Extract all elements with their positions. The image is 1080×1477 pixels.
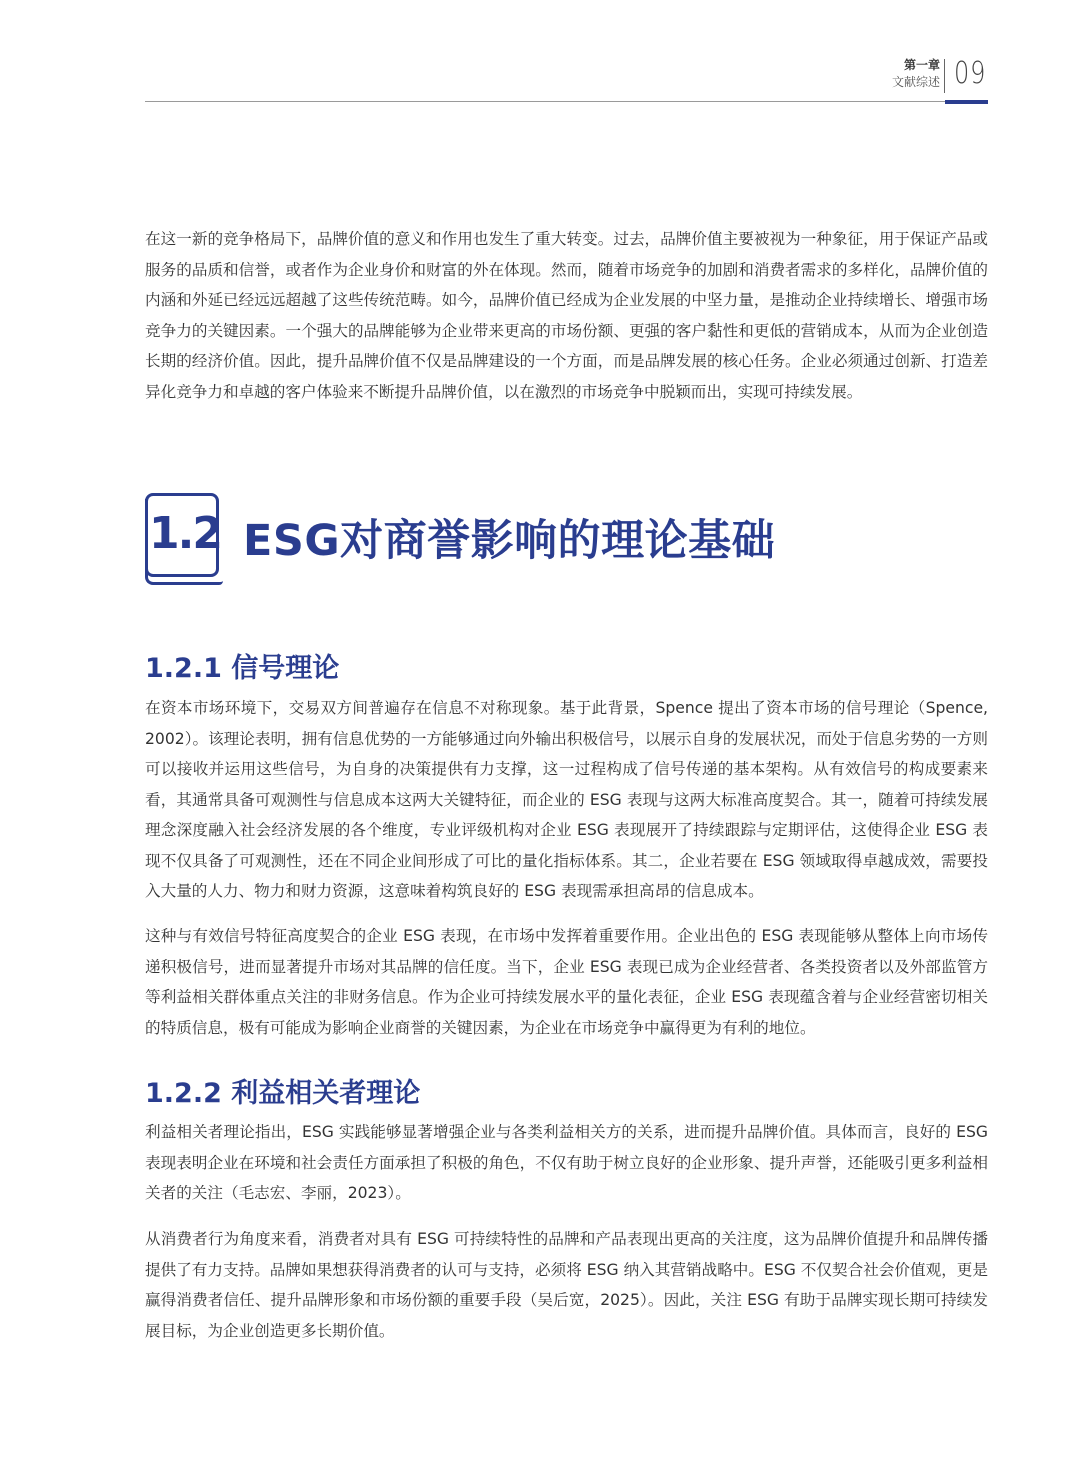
stakeholder-theory-paragraph-2: 从消费者行为角度来看，消费者对具有 ESG 可持续特性的品牌和产品表现出更高的关注度，这为品牌价值提升和品牌传播提供了有力支持。品牌如果想获得消费者的认可与支持，必须将 ESG 纳入其营销战略中。ESG 不仅契合社会价值观，更是赢得消费者信任、提升品牌形象和市场份额的重要手段（吴后宽，2025）。因此，关注 ESG 有助于品牌实现长期可持续发展目标，为企业创造更多长期价值。 [145, 1230, 988, 1340]
section-number: 1.2 [149, 508, 221, 559]
page-number: 09 [953, 56, 986, 91]
section-number-box [145, 493, 219, 577]
stakeholder-theory-paragraph-1: 利益相关者理论指出，ESG 实践能够显著增强企业与各类利益相关方的关系，进而提升品牌价值。具体而言，良好的 ESG 表现表明企业在环境和社会责任方面承担了积极的角色，不仅有助于树立良好的企业形象、提升声誉，还能吸引更多利益相关者的关注（毛志宏、李丽，2023）。 [145, 1123, 988, 1202]
page-header [145, 56, 988, 102]
header-separator [944, 59, 945, 93]
chapter-label [892, 58, 940, 90]
section-title: ESG对商誉影响的理论基础 [243, 516, 776, 566]
intro-paragraph: 在这一新的竞争格局下，品牌价值的意义和作用也发生了重大转变。过去，品牌价值主要被视为一种象征，用于保证产品或服务的品质和信誉，或者作为企业身价和财富的外在体现。然而，随着市场竞争的加剧和消费者需求的多样化，品牌价值的内涵和外延已经远远超越了这些传统范畴。如今，品牌价值已经成为企业发展的中坚力量，是推动企业持续增长、增强市场竞争力的关键因素。一个强大的品牌能够为企业带来更高的市场份额、更强的客户黏性和更低的营销成本，从而为企业创造长期的经济价值。因此，提升品牌价值不仅是品牌建设的一个方面，而是品牌发展的核心任务。企业必须通过创新、打造差异化竞争力和卓越的客户体验来不断提升品牌价值，以在激烈的市场竞争中脱颖而出，实现可持续发展。 [145, 230, 988, 401]
header-rule [145, 101, 988, 102]
subsection-heading-signal-theory: 1.2.1 信号理论 [145, 653, 340, 684]
subsection-heading-stakeholder-theory: 1.2.2 利益相关者理论 [145, 1078, 421, 1109]
section-heading [145, 493, 845, 587]
signal-theory-paragraph-1: 在资本市场环境下，交易双方间普遍存在信息不对称现象。基于此背景，Spence 提出了资本市场的信号理论（Spence, 2002）。该理论表明，拥有信息优势的一方能够通过向外输出积极信号，以展示自身的发展状况，而处于信息劣势的一方则可以接收并运用这些信号，为自身的决策提供有力支撑，这一过程构成了信号传递的基本架构。从有效信号的构成要素来看，其通常具备可观测性与信息成本这两大关键特征，而企业的 ESG 表现与这两大标准高度契合。其一，随着可持续发展理念深度融入社会经济发展的各个维度，专业评级机构对企业 ESG 表现展开了持续跟踪与定期评估，这使得企业 ESG 表现不仅具备了可观测性，还在不同企业间形成了可比的量化指标体系。其二，企业若要在 ESG 领域取得卓越成效，需要投入大量的人力、物力和财力资源，这意味着构筑良好的 ESG 表现需承担高昂的信息成本。 [145, 699, 988, 900]
chapter-subtitle: 文献综述 [891, 75, 940, 89]
header-accent-bar [945, 100, 988, 104]
chapter-title: 第一章 [903, 58, 940, 72]
signal-theory-paragraph-2: 这种与有效信号特征高度契合的企业 ESG 表现，在市场中发挥着重要作用。企业出色的 ESG 表现能够从整体上向市场传递积极信号，进而显著提升市场对其品牌的信任度。当下，企业 ESG 表现已成为企业经营者、各类投资者以及外部监管方等利益相关群体重点关注的非财务信息。作为企业可持续发展水平的量化表征，企业 ESG 表现蕴含着与企业经营密切相关的特质信息，极有可能成为影响企业商誉的关键因素，为企业在市场竞争中赢得更为有利的地位。 [145, 927, 988, 1037]
